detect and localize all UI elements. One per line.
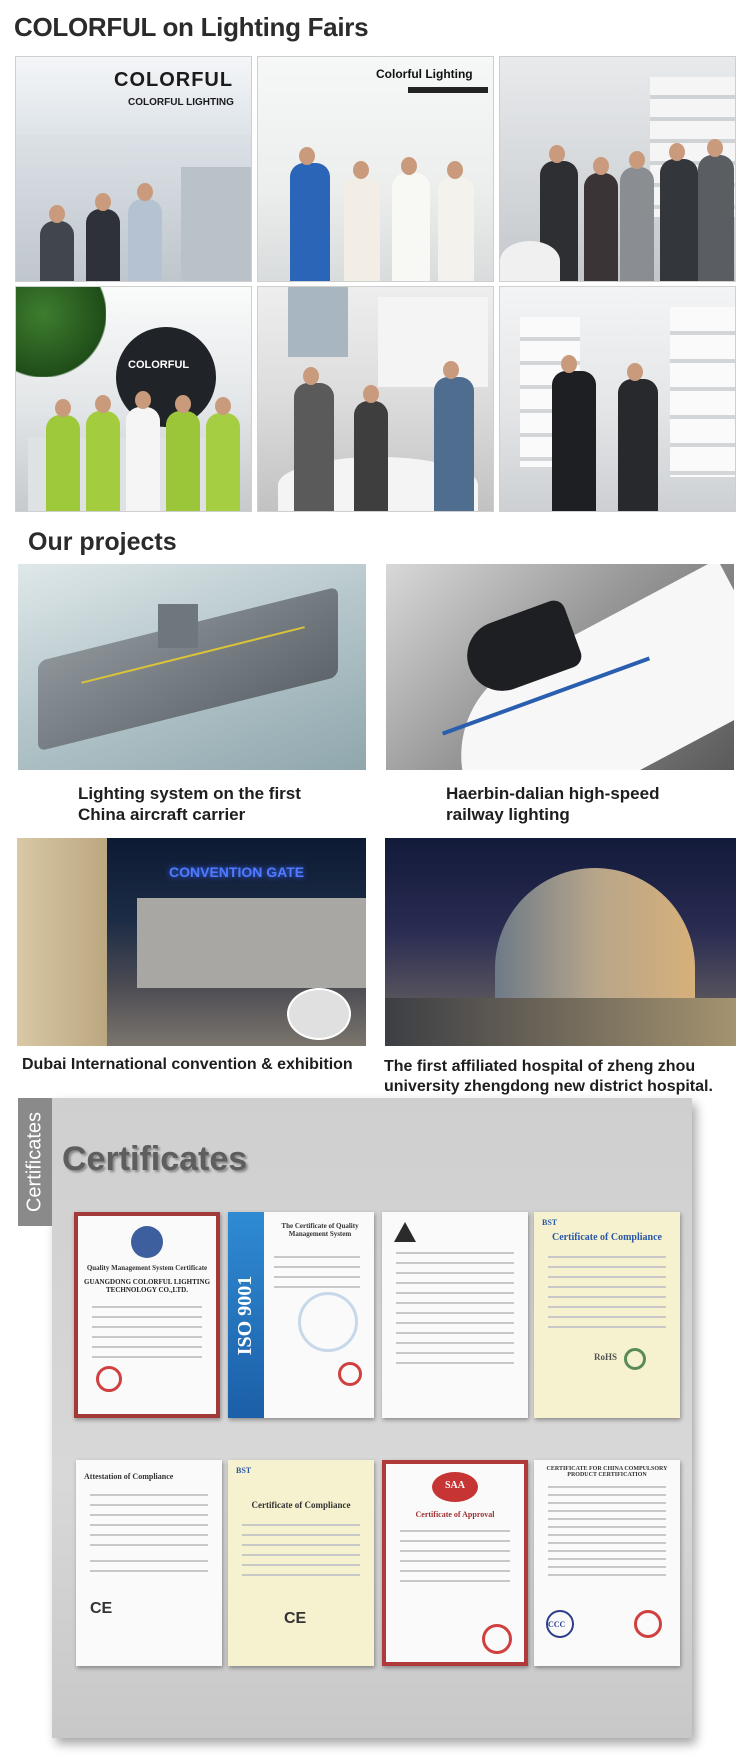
iso-9001-label: ISO 9001	[234, 1275, 257, 1355]
certificate-approval-saa	[382, 1460, 528, 1666]
certificate-title: Attestation of Compliance	[84, 1472, 174, 1481]
project-photo-aircraft-carrier	[18, 564, 366, 770]
project-photo-railway	[386, 564, 734, 770]
certificate-compliance-rohs	[534, 1212, 680, 1418]
fair-photo-2	[257, 56, 494, 282]
booth-sign: COLORFUL	[128, 359, 190, 371]
booth-sign-sub: COLORFUL LIGHTING	[128, 97, 234, 108]
fair-photo-4	[15, 286, 252, 512]
project-photo-dubai	[17, 838, 366, 1046]
certificate-org: GUANGDONG COLORFUL LIGHTING TECHNOLOGY CO.,LTD.	[84, 1278, 211, 1294]
rohs-label: RoHS	[594, 1352, 618, 1362]
certificate-org: BST	[542, 1218, 558, 1227]
certificate-title: CERTIFICATE FOR CHINA COMPULSORY PRODUCT CERTIFICATION	[546, 1466, 668, 1478]
project-caption-railway: Haerbin-dalian high-speed railway lighting	[446, 784, 660, 824]
fair-photo-3	[499, 56, 736, 282]
project-photo-hospital	[385, 838, 736, 1046]
certificate-title: Certificate of Approval	[415, 1510, 495, 1519]
project-caption-hospital: The first affiliated hospital of zheng zhou university zhengdong new district hospital.	[384, 1058, 713, 1095]
certificate-document	[382, 1212, 528, 1418]
booth-sign: COLORFUL	[114, 69, 234, 91]
certificate-title: Certificate of Compliance	[251, 1500, 351, 1510]
fair-photo-6	[499, 286, 736, 512]
fair-photo-1	[15, 56, 252, 282]
certificate-title: Quality Management System Certificate	[86, 1264, 208, 1272]
fairs-title: COLORFUL on Lighting Fairs	[14, 12, 369, 42]
ce-mark: CE	[284, 1610, 307, 1627]
project-caption-dubai: Dubai International convention & exhibition	[22, 1056, 353, 1073]
certificate-title: Certificate of Compliance	[552, 1232, 662, 1243]
project-caption-aircraft-carrier: Lighting system on the first China aircraft carrier	[78, 784, 301, 824]
certificates-heading: Certificates	[62, 1140, 248, 1178]
ce-mark: CE	[90, 1600, 113, 1617]
convention-gate-sign: CONVENTION GATE	[169, 864, 305, 880]
certificates-side-tab	[18, 1098, 52, 1226]
certificate-attestation	[76, 1460, 222, 1666]
certificate-ccc	[534, 1460, 680, 1666]
certificates-side-label: Certificates	[23, 1111, 46, 1213]
projects-title: Our projects	[28, 528, 177, 556]
certificate-title: The Certificate of Quality Management System	[281, 1222, 359, 1238]
ccc-mark: CCC	[548, 1620, 566, 1629]
certificate-org: BST	[236, 1466, 252, 1475]
saa-label: SAA	[444, 1480, 465, 1491]
certificate-quality-management	[74, 1212, 220, 1418]
certificate-iso-9001	[228, 1212, 374, 1418]
certificate-compliance-ce	[228, 1460, 374, 1666]
booth-sign: Colorful Lighting	[376, 67, 473, 81]
fair-photo-5	[257, 286, 494, 512]
